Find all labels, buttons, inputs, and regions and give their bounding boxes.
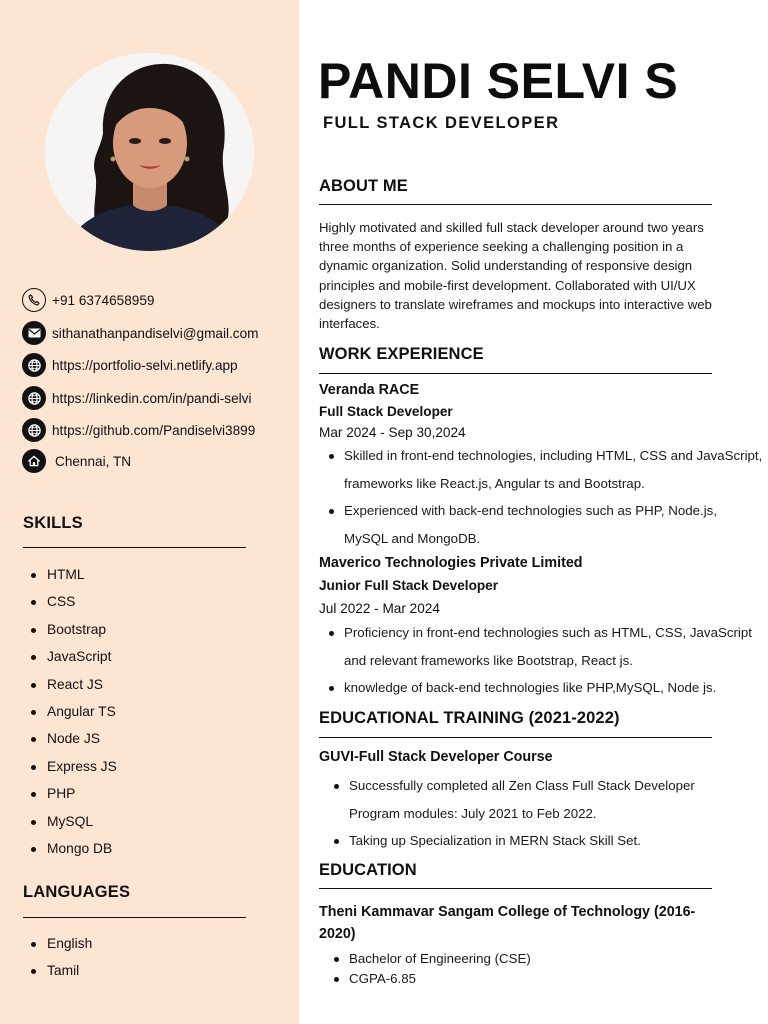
candidate-role: FULL STACK DEVELOPER: [323, 114, 560, 132]
languages-divider: [23, 917, 246, 918]
job-title: Full Stack Developer: [319, 404, 453, 419]
list-item: Node JS: [47, 725, 117, 752]
contact-github-text: https://github.com/Pandiselvi3899: [52, 422, 256, 438]
list-item: Taking up Specialization in MERN Stack Skill Set.: [349, 827, 709, 855]
list-item: knowledge of back-end technologies like PHP,MySQL, Node js.: [344, 674, 754, 702]
contact-email-text: sithanathanpandiselvi@gmail.com: [52, 325, 259, 341]
list-item: Skilled in front-end technologies, including HTML, CSS and JavaScript, frameworks like React.js, Angular ts and Bootstrap.: [344, 442, 764, 497]
contact-portfolio[interactable]: [22, 353, 238, 377]
main-content: [299, 0, 768, 1024]
skills-divider: [23, 547, 246, 548]
list-item: CSS: [47, 588, 117, 615]
list-item: Angular TS: [47, 698, 117, 725]
job-dates: Mar 2024 - Sep 30,2024: [319, 425, 466, 440]
job-title: Junior Full Stack Developer: [319, 578, 499, 593]
about-divider: [319, 204, 712, 205]
list-item: Successfully completed all Zen Class Full Stack Developer Program modules: July 2021 to Feb 2022.: [349, 772, 709, 827]
training-course: GUVI-Full Stack Developer Course: [319, 749, 553, 765]
about-text: Highly motivated and skilled full stack developer around two years three months of experience seeking a challenging position in a dynamic organization. Solid understanding of responsive design principles and mobile-first development. Collaborated with UI/UX designers to translate wireframes and mockups into interactive web interfaces.: [319, 220, 712, 332]
experience-divider: [319, 373, 712, 374]
profile-photo: [45, 53, 254, 251]
list-item: English: [47, 930, 92, 957]
list-item: Express JS: [47, 753, 117, 780]
list-item: PHP: [47, 780, 117, 807]
contact-location: [22, 449, 131, 473]
list-item: React JS: [47, 671, 117, 698]
globe-icon: [22, 386, 46, 410]
training-heading: EDUCATIONAL TRAINING (2021-2022): [319, 709, 620, 727]
contact-portfolio-text: https://portfolio-selvi.netlify.app: [52, 357, 238, 373]
list-item: HTML: [47, 561, 117, 588]
training-divider: [319, 737, 712, 738]
list-item: Bootstrap: [47, 616, 117, 643]
home-icon: [22, 449, 46, 473]
globe-icon: [22, 418, 46, 442]
contact-github[interactable]: [22, 418, 255, 442]
skills-list: [47, 561, 117, 862]
job-company: Maverico Technologies Private Limited: [319, 555, 583, 571]
contact-linkedin[interactable]: [22, 386, 251, 410]
contact-location-text: Chennai, TN: [55, 453, 132, 469]
list-item: Mongo DB: [47, 835, 117, 862]
training-bullets: [349, 772, 709, 855]
list-item: Tamil: [47, 957, 92, 984]
job-company: Veranda RACE: [319, 382, 420, 398]
skills-heading: SKILLS: [23, 514, 83, 532]
contact-email[interactable]: [22, 321, 259, 345]
languages-heading: LANGUAGES: [23, 883, 131, 901]
education-college: Theni Kammavar Sangam College of Technology (2016-2020): [319, 904, 696, 942]
list-item: JavaScript: [47, 643, 117, 670]
candidate-name: PANDI SELVI S: [318, 53, 679, 109]
list-item: Experienced with back-end technologies such as PHP, Node.js, MySQL and MongoDB.: [344, 497, 764, 552]
education-heading: EDUCATION: [319, 861, 417, 879]
contact-linkedin-text: https://linkedin.com/in/pandi-selvi: [52, 390, 252, 406]
email-icon: [22, 321, 46, 345]
languages-list: [47, 930, 92, 985]
contact-phone[interactable]: [22, 288, 154, 312]
contact-phone-text: +91 6374658959: [52, 292, 155, 308]
phone-icon: [22, 288, 46, 312]
about-heading: ABOUT ME: [319, 177, 408, 195]
list-item: Proficiency in front-end technologies such as HTML, CSS, JavaScript and relevant frameworks like Bootstrap, React js.: [344, 619, 754, 674]
job-dates: Jul 2022 - Mar 2024: [319, 601, 440, 616]
job-bullets: [344, 442, 764, 552]
education-bullets: [349, 949, 649, 989]
education-divider: [319, 888, 712, 889]
sidebar: [0, 0, 299, 1024]
experience-heading: WORK EXPERIENCE: [319, 345, 484, 363]
list-item: CGPA-6.85: [349, 969, 649, 989]
globe-icon: [22, 353, 46, 377]
list-item: Bachelor of Engineering (CSE): [349, 949, 649, 969]
job-bullets: [344, 619, 754, 702]
list-item: MySQL: [47, 808, 117, 835]
